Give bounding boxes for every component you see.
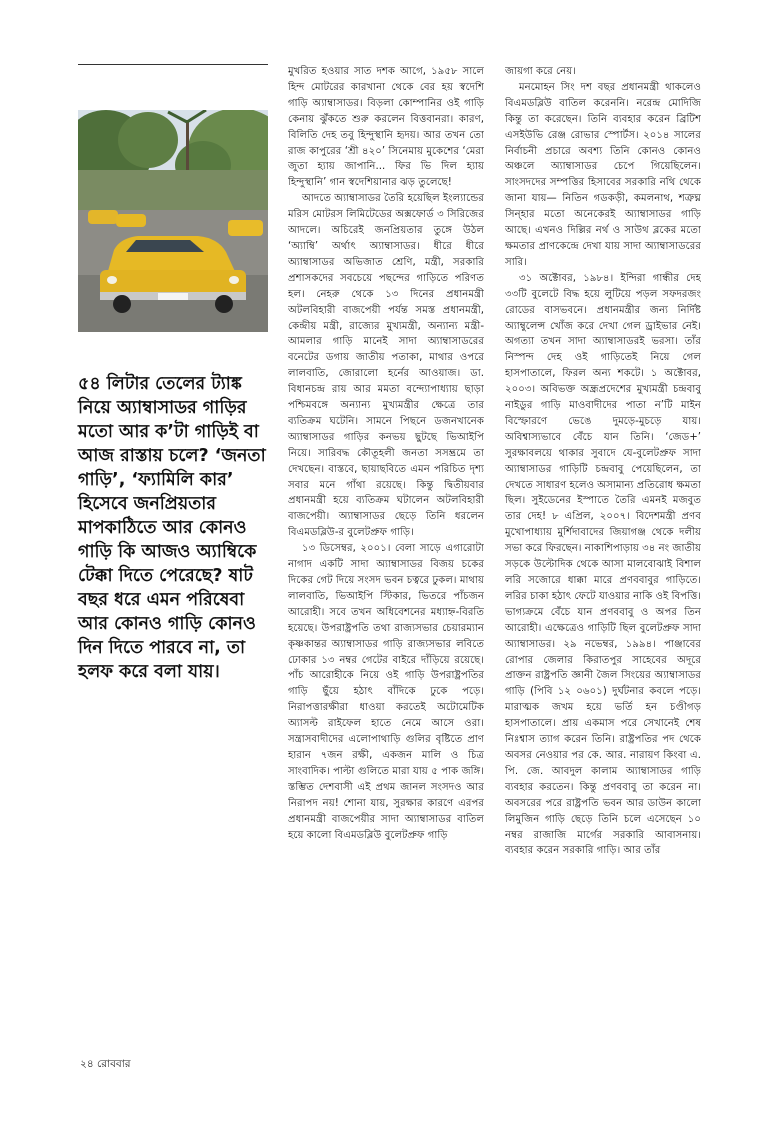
- paragraph: ৩১ অক্টোবর, ১৯৮৪। ইন্দিরা গান্ধীর দেহ ৩৩টি বুলেটে বিদ্ধ হয়ে লুটিয়ে পড়ল সফদরজং রোডের বাসভবনে। প্রধানমন্ত্রীর জন্য নির্দিষ্ট অ্যাম্বুলেন্স খোঁজ করে দেখা গেল ড্রাইভার নেই। অগত্যা তখন সাদা অ্যাম্বাসাডরই ভরসা। তাঁর নিস্পন্দ দেহ ওই গাড়িতেই নিয়ে গেল হাসপাতালে, ফিরল অন্য শকটে। ১ অক্টোবর, ২০০৩। অবিভক্ত অন্ধ্রপ্রদেশের মুখ্যমন্ত্রী চন্দ্রবাবু নাইডুর গাড়ি মাওবাদীদের পাতা ন’টি মাইন বিস্ফোরণে ভেঙে দুমড়ে-মুচড়ে যায়। অবিশ্বাস্যভাবে বেঁচে যান তিনি। ‘জেড+’ সুরক্ষাবলয়ে থাকার সুবাদে যে-বুলেটপ্রুফ সাদা অ্যাম্বাসাডর গাড়িটি চন্দ্রবাবু পেয়েছিলেন, তা দেখতে সাধারণ হলেও অসামান্য প্রতিরোধ ক্ষমতা ছিল। সুইডেনের ইস্পাতে তৈরি এমনই মজবুত তার দেহ! ৮ এপ্রিল, ২০০৭। বিদেশমন্ত্রী প্রণব মুখোপাধ্যায় মুর্শিদাবাদের জিয়াগঞ্জ থেকে দলীয় সভা করে ফিরছেন। নাকাশিপাড়ায় ৩৪ নং জাতীয় সড়কে উল্টোদিক থেকে আসা মালবোঝাই বিশাল লরি সজোরে ধাক্কা মারে প্রণববাবুর গাড়িতে। লরির চাকা হঠাৎ ফেটে যাওয়ার নাকি ওই বিপত্তি। ভাগ্যক্রমে বেঁচে যান প্রণববাবু ও অপর তিন আরোহী। এক্ষেত্রেও গাড়িটি ছিল বুলেটপ্রুফ সাদা অ্যাম্বাসাডর। ২৯ নভেম্বর, ১৯৯৪। পাঞ্জাবের রোপার জেলার কিরাতপুর সাহেবের অদূরে প্রাক্তন রাষ্ট্রপতি জ্ঞানী জৈল সিংয়ের অ্যাম্বাসাডর গাড়ি (পিবি ১২ ০৬০১) দুর্ঘটনার কবলে পড়ে। মারাত্মক জখম হয়ে ভর্তি হন চণ্ডীগড় হাসপাতালে। প্রায় একমাস পরে সেখানেই শেষ নিঃশ্বাস ত্যাগ করেন তিনি। রাষ্ট্রপতির পদ থেকে অবসর নেওয়ার পর কে. আর. নারায়ণ কিংবা এ. পি. জে. আবদুল কালাম অ্যাম্বাসাডর গাড়ি ব্যবহার করতেন। কিন্তু প্রণববাবু তা করেন না। অবসরের পরে রাষ্ট্রপতি ভবন আর ডাউন কালো লিমুজিন গাড়ি ছেড়ে তিনি চলে এসেছেন ১০ নম্বর রাজাজি মার্গের সরকারি আবাসনায়। ব্যবহার করেন সরকারি গাড়ি। আর তাঁর: [505, 272, 701, 857]
- pull-quote: ৫৪ লিটার তেলের ট্যাঙ্ক নিয়ে অ্যাম্বাসাডর গাড়ির মতো আর ক’টা গাড়িই বা আজ রাস্তায় চলে? ‘জনতা গাড়ি’, ‘ফ্যামিলি কার’ হিসেবে জনপ্রিয়তার মাপকাঠিতে আর কোনও গাড়ি কি আজও অ্যাম্বিকে টেক্কা দিতে পেরেছে? ষাট বছর ধরে এমন পরিষেবা আর কোনও গাড়ি কোনও দিন দিতে পারবে না, তা হলফ করে বলা যায়।: [78, 374, 266, 682]
- article-column-1: [288, 64, 484, 1064]
- page-number: ২৪: [80, 1058, 94, 1070]
- paragraph: মুখরিত হওয়ার সাত দশক আগে, ১৯৫৮ সালে হিন্দ মোটরের কারখানা থেকে বের হয় স্বদেশি গাড়ি অ্যাম্বাসাডর। বিড়লা কোম্পানির ওই গাড়ি কেনায় ঝুঁকতে শুরু করলেন বিত্তবানরা। কারণ, বিলিতি দেহ তবু হিন্দুস্থানি হৃদয়। আর তখন তো রাজ কাপুরের ‘শ্রী ৪২০’ সিনেমায় মুকেশের ‘মেরা জুতা হ্যায় জাপানি... ফির ভি দিল হ্যায় হিন্দুস্থানি’ গান স্বদেশিয়ানার ঝড় তুলেছে!: [288, 66, 484, 189]
- section-name: রোববার: [96, 1058, 131, 1070]
- paragraph: জায়গা করে নেয়।: [505, 66, 576, 77]
- page-footer: [80, 1057, 131, 1074]
- paragraph: মনমোহন সিং দশ বছর প্রধানমন্ত্রী থাকলেও বিএমডব্লিউ বাতিল করেননি। নরেন্দ্র মোদিজি কিন্তু তা করেছেন। তিনি ব্যবহার করেন ব্রিটিশ এসইউভি রেঞ্জ রোভার স্পোর্টস। ২০১৪ সালের নির্বাচনী প্রচারে অবশ্য তিনি কোনও কোনও অঞ্চলে অ্যাম্বাসাডর চেপে গিয়েছিলেন। সাংসদদের সম্পত্তির হিসাবের সরকারি নথি থেকে জানা যায়— নিতিন গডকড়ী, কমলনাথ, শত্রুঘ্ন সিন্‌হার মতো অনেকেরই অ্যাম্বাসাডর গাড়ি আছে। এখনও দিল্লির নর্থ ও সাউথ ব্লকের মতো ক্ষমতার প্রাণকেন্দ্রে দেখা যায় সাদা অ্যাম্বাসাডরের সারি।: [505, 81, 701, 268]
- top-rule: [78, 64, 268, 65]
- article-column-2: [505, 64, 701, 1064]
- paragraph: আদতে অ্যাম্বাসাডর তৈরি হয়েছিল ইংল্যান্ডের মরিস মোটরস লিমিটেডের অক্সফোর্ড ৩ সিরিজের আদলে। অচিরেই জনপ্রিয়তার তুঙ্গে উঠল ‘অ্যাম্বি’ অর্থাৎ অ্যাম্বাসাডর। ধীরে ধীরে অ্যাম্বাসাডর অভিজাত শ্রেণি, মন্ত্রী, সরকারি প্রশাসকদের সবচেয়ে পছন্দের গাড়িতে পরিণত হল। নেহরু থেকে ১৩ দিনের প্রধানমন্ত্রী অটলবিহারী বাজপেয়ী পর্যন্ত সমস্ত প্রধানমন্ত্রী, কেন্দ্রীয় মন্ত্রী, রাজ্যের মুখ্যমন্ত্রী, অন্যান্য মন্ত্রী-আমলার গাড়ি মানেই সাদা অ্যাম্বাসাডরের বনেটের ডগায় জাতীয় পতাকা, মাথার ওপরে লালবাতি, জোরালো হর্নের আওয়াজ। ডা. বিধানচন্দ্র রায় আর মমতা বন্দ্যোপাধ্যায় ছাড়া পশ্চিমবঙ্গে অন্যান্য মুখ্যমন্ত্রীর ক্ষেত্রে তার ব্যতিক্রম ঘটেনি। সামনে পিছনে ডজনখানেক অ্যাম্বাসাডর গাড়ির কনভয় ছুটছে ভিআইপি নিয়ে। সারিবদ্ধ কৌতূহলী জনতা সসম্ভ্রমে তা দেখছেন। বাস্তবে, ছায়াছবিতে এমন পরিচিত দৃশ্য সবার মনে গাঁথা রয়েছে। কিন্তু দ্বিতীয়বার প্রধানমন্ত্রী হয়ে ব্যতিক্রম ঘটালেন অটলবিহারী বাজপেয়ী। অ্যাম্বাসাডর ছেড়ে তিনি ধরলেন বিএমডব্লিউ-র বুলেটপ্রুফ গাড়ি।: [288, 193, 484, 539]
- paragraph: ১৩ ডিসেম্বর, ২০০১। বেলা সাড়ে এগারোটা নাগাদ একটি সাদা অ্যাম্বাসাডর বিজয় চকের দিকের গেট দিয়ে সংসদ ভবন চত্বরে ঢুকল। মাথায় লালবাতি, ভিআইপি স্টিকার, ভিতরে পাঁচজন আরোহী। সবে তখন অধিবেশনের মধ্যাহ্ন-বিরতি হয়েছে। উপরাষ্ট্রপতি তথা রাজ্যসভার চেয়ারম্যান কৃষ্ণকান্তর অ্যাম্বাসাডর গাড়ি রাজ্যসভার লবিতে ঢোকার ১৩ নম্বর গেটের বাইরে দাঁড়িয়ে রয়েছে। পাঁচ আরোহীকে নিয়ে ওই গাড়ি উপরাষ্ট্রপতির গাড়ি ছুঁয়ে হঠাৎ বাঁদিকে ঢুকে পড়ে। নিরাপত্তারক্ষীরা ধাওয়া করতেই অটোমেটিক অ্যাসল্ট রাইফেল হাতে নেমে আসে ওরা। সন্ত্রাসবাদীদের এলোপাথাড়ি গুলির বৃষ্টিতে প্রাণ হারান ৭জন রক্ষী, একজন মালি ও চিত্র সাংবাদিক। পাল্টা গুলিতে মারা যায় ৫ পাক জঙ্গি। স্তম্ভিত দেশবাসী এই প্রথম জানল সংসদও আর নিরাপদ নয়! শোনা যায়, সুরক্ষার কারণে এরপর প্রধানমন্ত্রী বাজপেয়ীর সাদা অ্যাম্বাসাডর বাতিল হয়ে কালো বিএমডব্লিউ বুলেটপ্রুফ গাড়ি: [288, 543, 484, 841]
- taxi-photo: [78, 110, 268, 332]
